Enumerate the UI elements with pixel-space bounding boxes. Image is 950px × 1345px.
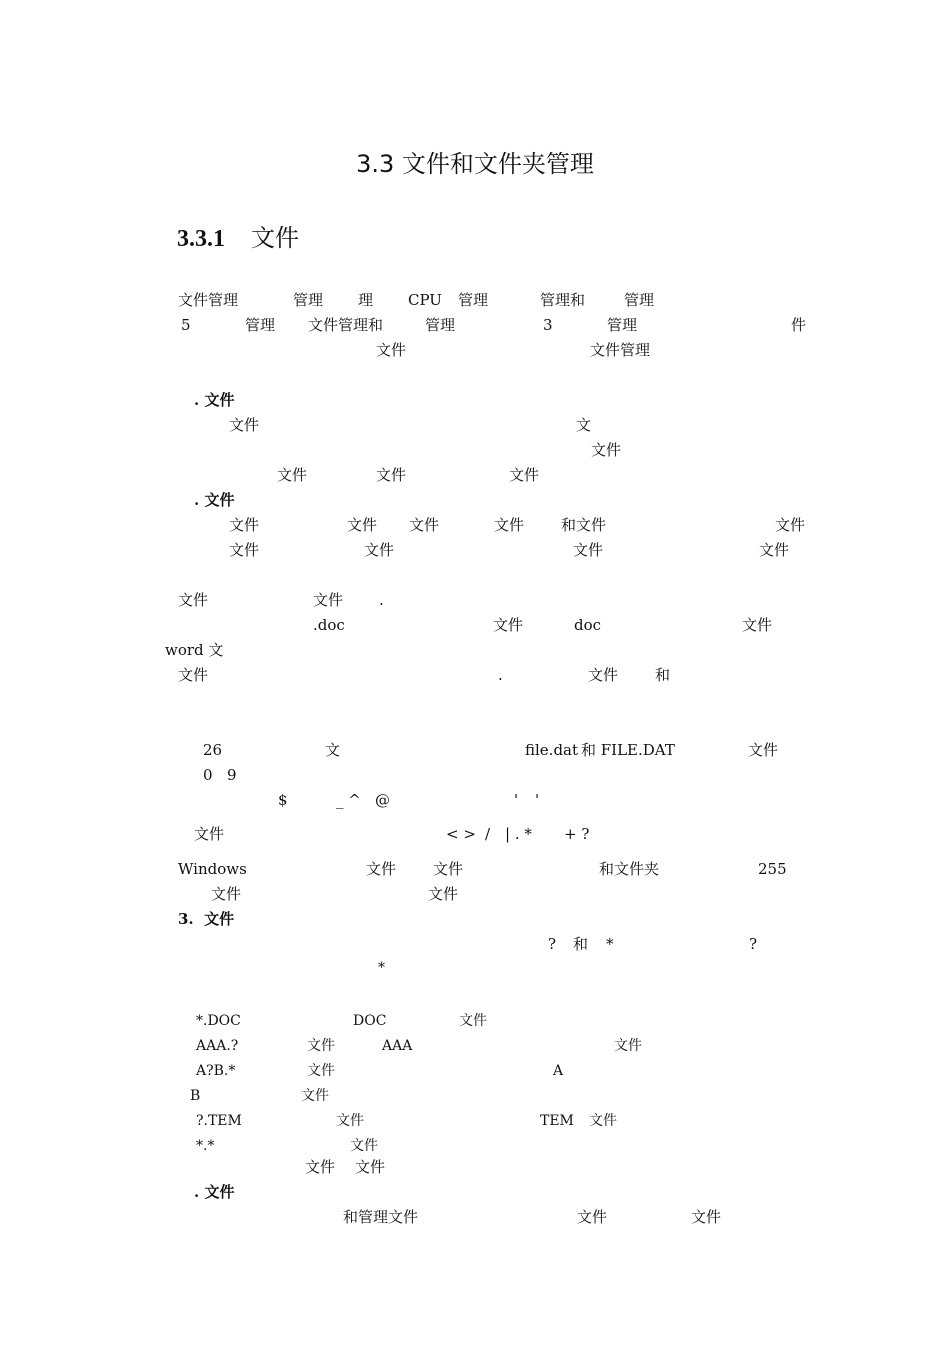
text-fragment: 文件 xyxy=(493,616,524,634)
text-fragment: 文件 xyxy=(301,1088,329,1104)
text-fragment: / xyxy=(485,825,491,843)
text-fragment: _ ^ xyxy=(336,791,361,809)
text-fragment: 管理和 xyxy=(540,291,586,309)
text-fragment: 文件 xyxy=(591,441,622,459)
text-fragment: doc xyxy=(574,616,602,634)
text-fragment: . 文件 xyxy=(194,1183,235,1201)
text-fragment: *.DOC xyxy=(196,1013,241,1029)
text-fragment: 文件 xyxy=(459,1013,487,1029)
text-fragment: 文件 xyxy=(588,666,619,684)
text-fragment: A?B.* xyxy=(196,1063,236,1079)
text-fragment: 文件 xyxy=(229,541,260,559)
text-fragment: 文件管理和 xyxy=(308,316,384,334)
text-fragment: B xyxy=(190,1088,201,1104)
section-heading xyxy=(177,218,299,253)
text-fragment: * xyxy=(606,935,614,953)
text-fragment: 管理 xyxy=(624,291,655,309)
text-fragment: *.* xyxy=(196,1138,215,1154)
text-fragment: 和 xyxy=(655,666,671,684)
text-fragment: 和文件 xyxy=(561,516,607,534)
text-fragment: 文件 xyxy=(178,666,209,684)
text-fragment: 文件 xyxy=(775,516,806,534)
text-fragment: 3 xyxy=(543,316,553,334)
text-fragment: 255 xyxy=(758,860,787,878)
text-fragment: 文件 xyxy=(614,1038,642,1054)
text-fragment: ?.TEM xyxy=(196,1113,242,1129)
section-title: 文件 xyxy=(251,224,299,252)
text-fragment: .doc xyxy=(313,616,345,634)
text-fragment: ? xyxy=(548,935,557,953)
text-fragment: A xyxy=(553,1063,564,1079)
text-fragment: 文 xyxy=(325,741,341,759)
text-fragment: . 文件 xyxy=(194,491,235,509)
text-fragment: 文件 xyxy=(277,466,308,484)
text-fragment: 文件 xyxy=(376,466,407,484)
text-fragment: 文件 xyxy=(194,825,225,843)
page-title: 3.3 文件和文件夹管理 xyxy=(356,150,594,178)
text-fragment: word 文 xyxy=(165,641,224,659)
text-fragment: file.dat xyxy=(525,741,579,759)
text-fragment: 和 xyxy=(573,935,589,953)
text-fragment: 管理 xyxy=(425,316,456,334)
text-fragment: 管理 xyxy=(458,291,489,309)
text-fragment: @ xyxy=(375,791,390,809)
text-fragment: ' xyxy=(535,791,540,809)
text-fragment: 文件 xyxy=(355,1158,386,1176)
text-fragment: | . * xyxy=(505,825,532,843)
text-fragment: 文件 xyxy=(305,1158,336,1176)
text-fragment: 文件 xyxy=(307,1038,335,1054)
text-fragment: 文件 xyxy=(494,516,525,534)
text-fragment: 文件 xyxy=(229,416,260,434)
text-fragment: 管理 xyxy=(607,316,638,334)
text-fragment: 管理 xyxy=(293,291,324,309)
text-fragment: 文件 xyxy=(313,591,344,609)
text-fragment: 3. 文件 xyxy=(178,910,235,928)
text-fragment: AAA xyxy=(382,1038,413,1054)
text-fragment: 文件 xyxy=(307,1063,335,1079)
text-fragment: 文件 xyxy=(691,1208,722,1226)
text-fragment: 26 xyxy=(203,741,223,759)
text-fragment: * xyxy=(378,960,385,976)
text-fragment: ? xyxy=(749,935,758,953)
text-fragment: 和 FILE.DAT xyxy=(581,741,675,759)
text-fragment: 文件 xyxy=(336,1113,364,1129)
text-fragment: 文件 xyxy=(211,885,242,903)
text-fragment: 文件管理 xyxy=(590,341,651,359)
text-fragment: 文件 xyxy=(366,860,397,878)
text-fragment: 文 xyxy=(576,416,592,434)
text-fragment: . 文件 xyxy=(194,391,235,409)
text-fragment: + ? xyxy=(564,825,590,843)
text-fragment: 9 xyxy=(227,766,237,784)
text-fragment: 文件 xyxy=(748,741,779,759)
text-fragment: 文件 xyxy=(742,616,773,634)
text-fragment: 文件 xyxy=(178,591,209,609)
text-fragment: $ xyxy=(278,791,288,809)
text-fragment: ' xyxy=(514,791,519,809)
text-fragment: DOC xyxy=(353,1013,387,1029)
text-fragment: 5 xyxy=(181,316,191,334)
text-fragment: 和文件夹 xyxy=(599,860,660,878)
text-fragment: 文件 xyxy=(759,541,790,559)
text-fragment: TEM xyxy=(540,1113,574,1129)
text-fragment: 管理 xyxy=(245,316,276,334)
text-fragment: 文件 xyxy=(573,541,604,559)
text-fragment: AAA.? xyxy=(196,1038,239,1054)
text-fragment: Windows xyxy=(178,860,247,878)
text-fragment: 文件 xyxy=(347,516,378,534)
text-fragment: 文件 xyxy=(509,466,540,484)
text-fragment: 文件 xyxy=(376,341,407,359)
text-fragment: 文件 xyxy=(364,541,395,559)
text-fragment: CPU xyxy=(408,291,442,309)
text-fragment: 和管理文件 xyxy=(343,1208,419,1226)
text-fragment: 文件 xyxy=(409,516,440,534)
text-fragment: 文件 xyxy=(577,1208,608,1226)
text-fragment: 文件 xyxy=(433,860,464,878)
text-fragment: 文件 xyxy=(229,516,260,534)
text-fragment: 理 xyxy=(358,291,374,309)
text-fragment: 文件 xyxy=(589,1113,617,1129)
text-fragment: . xyxy=(498,666,503,684)
section-number: 3.3.1 xyxy=(177,226,225,252)
text-fragment: 文件管理 xyxy=(178,291,239,309)
text-fragment: 件 xyxy=(791,316,807,334)
text-fragment: 0 xyxy=(203,766,213,784)
text-fragment: . xyxy=(379,591,384,609)
text-fragment: 文件 xyxy=(428,885,459,903)
text-fragment: < > xyxy=(446,825,476,843)
text-fragment: 文件 xyxy=(350,1138,378,1154)
